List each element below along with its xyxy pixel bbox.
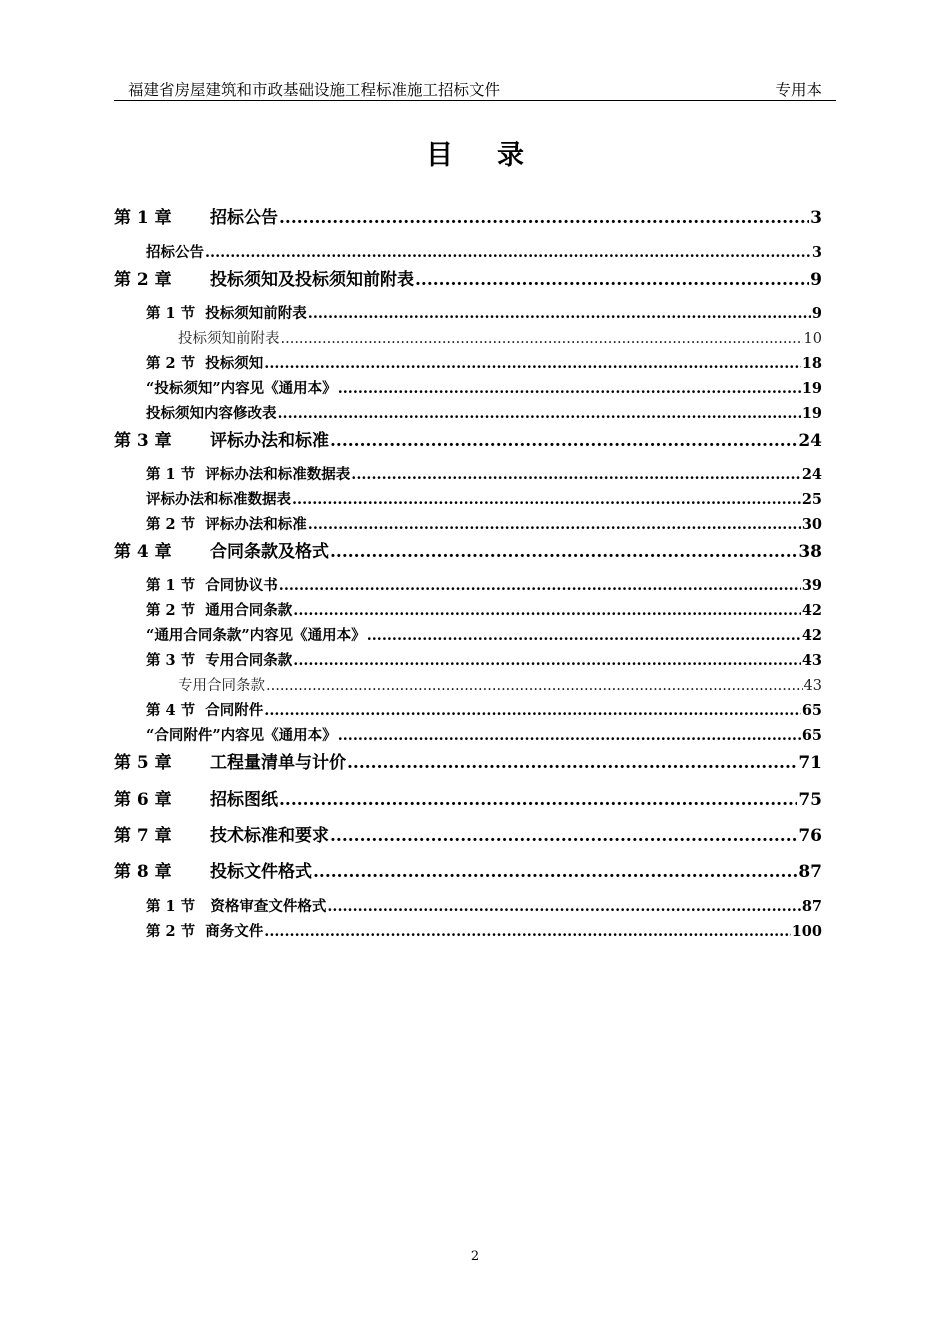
toc-leader-dots [279,577,801,594]
toc-title: 目录 [426,140,568,171]
toc-entry[interactable] [146,895,822,916]
toc-leader-dots [279,208,809,228]
toc-entry-text: 投标须知内容修改表 [146,405,277,422]
toc-leader-dots [308,516,801,533]
toc-leader-dots [281,331,803,347]
toc-entry-text: 专用合同条款 [178,678,265,694]
toc-entry-label [146,699,263,720]
toc-page-number: 39 [801,577,822,594]
toc-entry[interactable] [146,352,822,373]
toc-entry[interactable] [146,241,822,262]
toc-leader-dots [347,753,797,773]
toc-page-number: 30 [801,516,822,533]
toc-entry-text: 第 2 节 商务文件 [146,923,264,940]
toc-entry-text: 评标办法和标准数据表 [146,491,291,508]
toc-leader-dots [292,491,801,508]
toc-page-number: 76 [798,826,822,846]
toc-entry-text: 投标须知及投标须知前附表 [210,270,414,290]
toc-entry-text: 第 2 节 通用合同条款 [146,602,293,619]
toc-entry[interactable] [114,748,822,773]
toc-entry[interactable] [114,203,822,228]
toc-entry-text: 投标须知前附表 [178,331,280,347]
toc-entry-label [146,513,307,534]
toc-entry-text: 评标办法和标准 [210,431,329,451]
toc-page-number: 42 [801,627,822,644]
toc-entry-label [146,649,292,670]
toc-page-number: 87 [798,862,822,882]
toc-chapter-number: 第 4 章 [114,542,172,562]
toc-entry-text: “合同附件”内容见《通用本》 [146,727,337,744]
toc-page-number: 43 [803,678,822,694]
toc-entry-label [146,920,263,941]
toc-entry[interactable] [146,302,822,323]
toc-chapter-number: 第 7 章 [114,826,172,846]
toc-entry-text: “通用合同条款”内容见《通用本》 [146,627,366,644]
toc-entry-text: 第 2 节 评标办法和标准 [146,516,307,533]
toc-entry-text: 第 4 节 合同附件 [146,702,264,719]
toc-entry-label [114,203,278,228]
toc-leader-dots [330,542,797,562]
toc-entry-label [114,426,329,451]
toc-entry-label [146,377,337,398]
toc-page-number: 71 [798,753,822,773]
toc-entry-label [114,857,312,882]
toc-entry[interactable] [146,920,822,941]
toc-page-number: 19 [801,380,822,397]
toc-page-number: 3 [810,208,822,228]
document-title: 福建省房屋建筑和市政基础设施工程标准施工招标文件 [128,81,501,99]
toc-chapter-number: 第 8 章 [114,862,172,882]
toc-entry-label [146,302,307,323]
toc-page-number: 43 [801,652,822,669]
toc-chapter-number: 第 2 章 [114,270,172,290]
toc-chapter-number: 第 5 章 [114,753,172,773]
toc-leader-dots [279,790,797,810]
toc-leader-dots [330,826,797,846]
toc-entry-label [146,574,278,595]
toc-entry-text: 第 3 节 专用合同条款 [146,652,293,669]
toc-entry-label [178,674,265,695]
toc-entry[interactable] [146,463,822,484]
toc-leader-dots [293,602,801,619]
toc-entry-text: “投标须知”内容见《通用本》 [146,380,337,397]
toc-entry-text: 第 1 节 评标办法和标准数据表 [146,466,351,483]
toc-entry-text: 第 1 节 资格审查文件格式 [146,898,327,915]
toc-entry-text: 第 1 节 投标须知前附表 [146,305,307,322]
toc-entry-label [146,895,326,916]
toc-leader-dots [293,652,801,669]
toc-leader-dots [313,862,797,882]
toc-entry[interactable] [114,821,822,846]
toc-entry[interactable] [114,857,822,882]
toc-entry-text: 工程量清单与计价 [210,753,346,773]
toc-chapter-number: 第 6 章 [114,790,172,810]
toc-entry-text: 第 2 节 投标须知 [146,355,264,372]
toc-entry[interactable] [146,599,822,620]
toc-page-number: 24 [798,431,822,451]
toc-entry-label [146,624,366,645]
toc-entry-label [114,537,329,562]
toc-entry-label [146,352,263,373]
toc-entry-label [114,748,346,773]
toc-entry-text: 招标公告 [210,208,278,228]
toc-entry-label [114,265,414,290]
toc-page-number: 87 [801,898,822,915]
toc-leader-dots [338,727,801,744]
toc-leader-dots [266,678,803,694]
toc-entry-label [146,463,350,484]
toc-entry[interactable] [114,785,822,810]
toc-entry[interactable] [146,574,822,595]
toc-leader-dots [351,466,801,483]
toc-page-number: 24 [801,466,822,483]
toc-page-number: 19 [801,405,822,422]
toc-entry[interactable] [146,377,822,398]
toc-chapter-number: 第 3 章 [114,431,172,451]
toc-entry-text: 招标图纸 [210,790,278,810]
toc-entry-text: 招标公告 [146,244,204,261]
toc-leader-dots [330,431,797,451]
toc-entry[interactable] [178,327,822,348]
toc-page-number: 18 [801,355,822,372]
toc-page-number: 65 [801,727,822,744]
toc-entry[interactable] [146,488,822,509]
toc-leader-dots [338,380,801,397]
toc-leader-dots [367,627,801,644]
toc-entry[interactable] [114,426,822,451]
toc-entry[interactable] [178,674,822,695]
toc-entry[interactable] [146,402,822,423]
toc-page-number: 75 [798,790,822,810]
toc-page-number: 25 [801,491,822,508]
toc-entry[interactable] [146,699,822,720]
toc-entry[interactable] [146,624,822,645]
toc-leader-dots [264,355,801,372]
toc-leader-dots [264,923,790,940]
toc-page-number: 3 [811,244,822,261]
volume-label: 专用本 [775,81,822,99]
toc-entry-text: 合同条款及格式 [210,542,329,562]
toc-entry-label [146,241,204,262]
toc-entry-text: 技术标准和要求 [210,826,329,846]
toc-entry-label [146,724,337,745]
toc-entry[interactable] [146,724,822,745]
toc-page-number: 38 [798,542,822,562]
toc-leader-dots [278,405,801,422]
toc-page-number: 100 [791,923,822,940]
toc-entry[interactable] [146,513,822,534]
toc-leader-dots [308,305,811,322]
toc-leader-dots [415,270,809,290]
toc-page-number: 9 [811,305,822,322]
toc-page-number: 10 [803,331,822,347]
toc-page-number: 42 [801,602,822,619]
toc-entry[interactable] [114,265,822,290]
toc-entry-label [146,488,291,509]
toc-page-number: 9 [810,270,822,290]
page-number: 2 [470,1249,480,1264]
toc-entry-text: 第 1 节 合同协议书 [146,577,278,594]
toc-entry-label [146,599,292,620]
toc-chapter-number: 第 1 章 [114,208,172,228]
toc-entry[interactable] [146,649,822,670]
toc-entry-label [114,785,278,810]
toc-leader-dots [205,244,811,261]
toc-entry-label [146,402,277,423]
toc-entry[interactable] [114,537,822,562]
toc-entry-text: 投标文件格式 [210,862,312,882]
toc-page-number: 65 [801,702,822,719]
toc-leader-dots [327,898,800,915]
toc-entry-label [114,821,329,846]
toc-entry-label [178,327,280,348]
toc-leader-dots [264,702,801,719]
